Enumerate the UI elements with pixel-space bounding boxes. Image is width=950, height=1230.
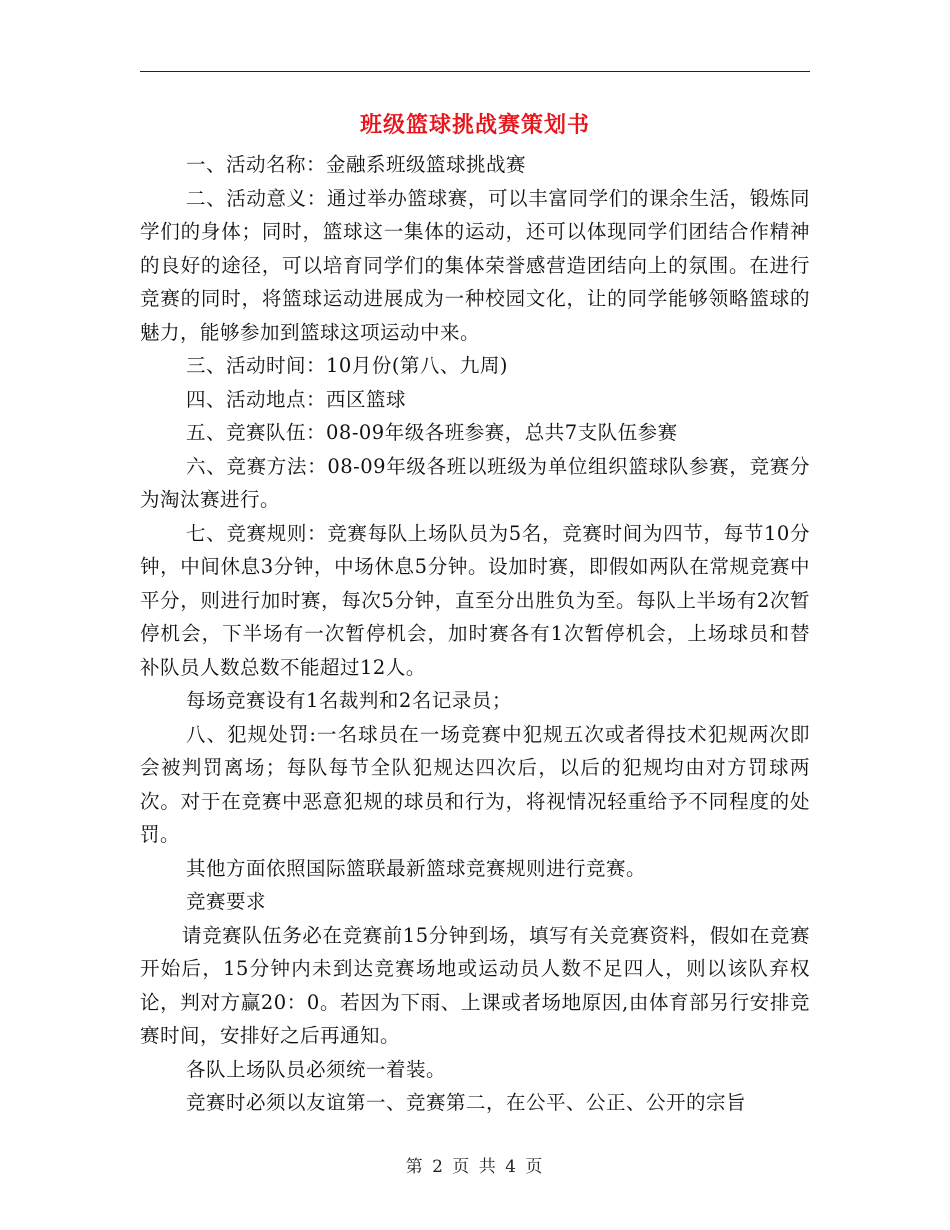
paragraph-teams: 五、竞赛队伍：08-09年级各班参赛，总共7支队伍参赛 (186, 421, 678, 444)
paragraph-method: 六、竞赛方法：08-09年级各班以班级为单位组织篮球队参赛，竞赛分为淘汰赛进行。 (140, 454, 810, 511)
document-body (140, 148, 810, 1120)
paragraph-officials: 每场竞赛设有1名裁判和2名记录员； (186, 689, 512, 712)
paragraph-activity-significance: 二、活动意义：通过举办篮球赛，可以丰富同学们的课余生活，锻炼同学们的身体；同时，篮球这一集体的运动，还可以体现同学们团结合作精神的良好的途径，可以培育同学们的集体荣誉感营造团结向上的氛围。在进行竞赛的同时，将篮球运动进展成为一种校园文化，让的同学能够领略篮球的魅力，能够参加到篮球这项运动中来。 (140, 186, 810, 344)
paragraph-requirements-heading: 竞赛要求 (186, 890, 267, 913)
document-title: 班级篮球挑战赛策划书 (359, 112, 590, 138)
paragraph-rules: 七、竞赛规则：竞赛每队上场队员为5名，竞赛时间为四节，每节10分钟，中间休息3分钟，中场休息5分钟。设加时赛，即假如两队在常规竞赛中平分，则进行加时赛，每次5分钟，直至分出胜负为至。每队上半场有2次暂停机会，下半场有一次暂停机会，加时赛各有1次暂停机会，上场球员和替补队员人数总数不能超过12人。 (140, 521, 810, 679)
paragraph-other-rules: 其他方面依照国际篮联最新篮球竞赛规则进行竞赛。 (186, 856, 647, 880)
paragraph-activity-location: 四、活动地点：西区篮球 (186, 387, 407, 411)
page-number-footer: 第 2 页 共 4 页 (405, 1157, 545, 1177)
paragraph-sportsmanship: 竞赛时必须以友谊第一、竞赛第二，在公平、公正、公开的宗旨 (186, 1091, 747, 1114)
header-rule (140, 71, 810, 72)
paragraph-activity-time: 三、活动时间：10月份(第八、九周) (186, 354, 509, 377)
paragraph-uniform: 各队上场队员必须统一着装。 (186, 1057, 447, 1081)
paragraph-arrival: 请竞赛队伍务必在竞赛前15分钟到场，填写有关竞赛资料，假如在竞赛开始后，15分钟内未到达竞赛场地或运动员人数不足四人，则以该队弃权论，判对方赢20：0。若因为下雨、上课或者场地原因,由体育部另行安排竞赛时间，安排好之后再通知。 (140, 923, 810, 1047)
paragraph-activity-name: 一、活动名称：金融系班级篮球挑战赛 (186, 153, 527, 176)
paragraph-fouls: 八、犯规处罚:一名球员在一场竞赛中犯规五次或者得技术犯规两次即会被判罚离场；每队每节全队犯规达四次后，以后的犯规均由对方罚球两次。对于在竞赛中恶意犯规的球员和行为，将视情况轻重给予不同程度的处罚。 (140, 722, 810, 846)
